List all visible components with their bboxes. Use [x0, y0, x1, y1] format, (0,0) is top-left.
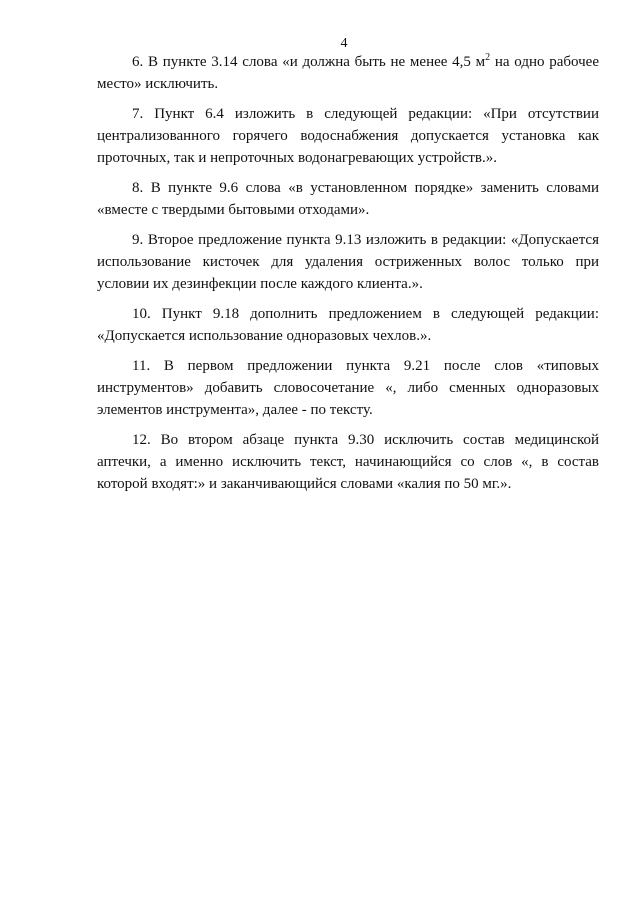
paragraph-item-12: 12. Во втором абзаце пункта 9.30 исключить состав медицинской аптечки, а именно исключить текст, начинающийся со слов «, в состав которой входят:» и заканчивающийся словами «калия по 50 мг.».	[97, 432, 599, 492]
paragraph-item-11: 11. В первом предложении пункта 9.21 после слов «типовых инструментов» добавить словосочетание «, либо сменных одноразовых элементов инструмента», далее - по тексту.	[97, 358, 599, 418]
area-unit-superscript: 2	[485, 52, 491, 63]
document-body	[97, 51, 599, 503]
paragraph-6-text-end: на одно рабочее место» исключить.	[97, 54, 599, 92]
paragraph-6-text-start: 6. В пункте 3.14 слова «и должна быть не менее 4,5 м	[132, 54, 486, 70]
paragraph-item-6	[97, 51, 599, 95]
paragraph-item-8: 8. В пункте 9.6 слова «в установленном порядке» заменить словами «вместе с твердыми бытовыми отходами».	[97, 180, 599, 218]
paragraph-item-10: 10. Пункт 9.18 дополнить предложением в следующей редакции: «Допускается использование одноразовых чехлов.».	[97, 306, 599, 344]
paragraph-item-7: 7. Пункт 6.4 изложить в следующей редакции: «При отсутствии централизованного горячего водоснабжения допускается установка как проточных, так и непроточных водонагревающих устройств.».	[97, 106, 599, 166]
paragraph-item-9: 9. Второе предложение пункта 9.13 изложить в редакции: «Допускается использование кисточек для удаления остриженных волос только при условии их дезинфекции после каждого клиента.».	[97, 232, 599, 292]
page-number: 4	[340, 36, 348, 51]
